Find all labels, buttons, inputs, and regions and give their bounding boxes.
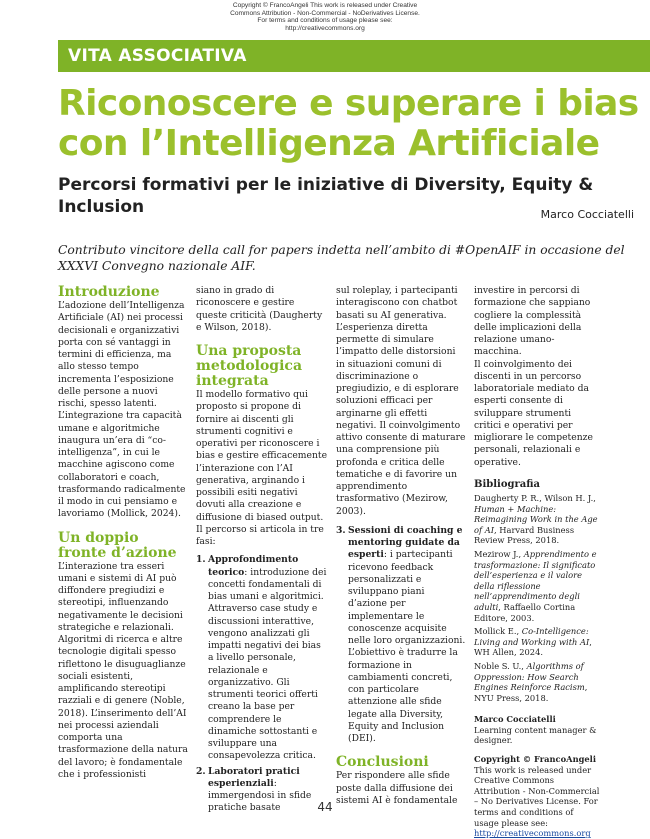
article-subtitle: Percorsi formativi per le iniziative di Diversity, Equity & Inclusion: [58, 175, 594, 217]
bibliography-entry: [474, 626, 600, 658]
bibliography-entry: [474, 661, 600, 703]
bib-publisher: , NYU Press, 2018.: [474, 682, 588, 703]
article-author: Marco Cocciatelli: [540, 208, 634, 221]
bib-authors: Mezirow J.,: [474, 548, 524, 559]
copyright-notice-bottom: [474, 754, 600, 839]
bib-publisher: , Raffaello Cortina Editore, 2003.: [474, 601, 576, 623]
list-item-text: : introduzione dei concetti fondamentali di bias umani e algoritmici. Attraverso case study e discussioni interattive, vengono analizzati gli impatti negativi dei bias a livello personale, relazionale e organizzativo. Gli strumenti teorici offerti creano la base per comprendere le dinamiche sottostanti e sviluppare una consapevolezza critica.: [208, 566, 327, 762]
bib-title: Algorithms of Oppression: How Search Engines Reinforce Racism: [474, 660, 585, 693]
copyright-heading: Copyright © FrancoAngeli: [474, 754, 596, 765]
phase-list: [196, 554, 328, 814]
phase-list: [336, 525, 466, 746]
bib-authors: Mollick E.,: [474, 626, 522, 637]
author-box: [474, 714, 600, 746]
list-item-heading: Laboratori pratici esperienziali: [208, 765, 300, 789]
copyright-line: Commons Attribution - Non-Commercial - NoDerivatives License.: [230, 9, 420, 17]
paragraph-introduzione: L’adozione dell’Intelligenza Artificiale (AI) nei processi decisionali e organizzativi porta con sé vantaggi in termini di efficienza, ma allo stesso tempo incrementa l’esposizione delle persone a nuovi rischi, spesso latenti. L’integrazione tra capacità umane e algoritmiche inaugura un’era di “co-intelligenza”, in cui le macchine agiscono come collaboratori e coach, trasformando radicalmente il modo in cui pensiamo e lavoriamo (Mollick, 2024).: [58, 300, 186, 520]
list-item-heading: Approfondimento teorico: [208, 554, 299, 578]
column-2: [196, 285, 328, 815]
paragraph-continuation: investire in percorsi di formazione che sappiano cogliere la complessità delle implicazioni della relazione umano-macchina.: [474, 285, 591, 358]
paragraph-continuation: siano in grado di riconoscere e gestire queste criticità (Daugherty e Wilson, 2018).: [196, 285, 323, 333]
article-intro: Contributo vincitore della call for papers indetta nell’ambito di #OpenAIF in occasione del XXXVI Convegno nazionale AIF.: [58, 243, 625, 273]
paragraph-doppio-fronte: L’interazione tra esseri umani e sistemi di AI può diffondere pregiudizi e stereotipi, influenzando negativamente le decisioni strategiche e relazionali. Algoritmi di ricerca e altre tecnologie digitali spesso riflettono le disuguaglianze sociali esistenti, amplificando stereotipi razziali e di genere (Noble, 2018). L’inserimento dell’AI nei processi aziendali comporta una trasformazione della natura del lavoro; è fondamentale che i professionisti: [58, 560, 188, 780]
column-1: [58, 285, 188, 781]
list-item: [336, 525, 466, 746]
bib-authors: Noble S. U.,: [474, 660, 527, 671]
paragraph-proposta: Il modello formativo qui proposto si propone di fornire ai discenti gli strumenti cognitivi e operativi per riconoscere i bias e gestire efficacemente l’interazione con l’AI generativa, arginando i possibili esiti negativi dovuti alla creazione e diffusione di biased output. Il percorso si articola in tre fasi:: [196, 389, 328, 547]
page-number: 44: [317, 800, 333, 814]
section-banner: [58, 40, 650, 72]
copyright-line: http://creativecommons.org: [285, 24, 365, 32]
list-item-text: : i partecipanti ricevono feedback personalizzati e sviluppano piani d’azione per implementare le conoscenze acquisite nelle loro organizzazioni. L’obiettivo è tradurre la formazione in cambiamenti concreti, con particolare attenzione alle sfide legate alla Diversity, Equity and Inclusion (DEI).: [348, 549, 466, 744]
copyright-text: This work is released under Creative Commons Attribution - Non-Commercial – No Derivatives License. For terms and conditions of usage please see:: [474, 764, 600, 828]
bib-title: Human + Machine: Reimagining Work in the Age of AI: [474, 503, 598, 535]
bib-authors: Daugherty P. R., Wilson H. J.,: [474, 493, 596, 503]
heading-doppio-fronte: Un doppio fronte d’azione: [58, 529, 177, 561]
heading-conclusioni: Conclusioni: [336, 754, 429, 771]
copyright-notice-top: [0, 2, 650, 32]
copyright-line: Copyright © FrancoAngeli This work is released under Creative: [232, 2, 418, 9]
paragraph-conclusioni: Per rispondere alle sfide poste dalla diffusione dei sistemi AI è fondamentale: [336, 770, 458, 806]
author-role: Learning content manager & designer.: [474, 724, 597, 746]
paragraph-continuation: sul roleplay, i partecipanti interagiscono con chatbot basati su AI generativa. L’esperienza diretta permette di simulare l’impatto delle distorsioni in situazioni comuni di discriminazione o pregiudizio, e di esplorare soluzioni efficaci per arginarne gli effetti negativi. Il coinvolgimento attivo consente di maturare una comprensione più profonda e critica delle tematiche e di favorire un apprendimento trasformativo (Mezirow, 2003).: [336, 285, 466, 517]
bibliography-entry: [474, 493, 600, 546]
list-number: 1.: [196, 554, 206, 566]
bibliography-title: Bibliografia: [474, 478, 541, 490]
author-name: Marco Cocciatelli: [474, 714, 556, 725]
list-item: [196, 554, 328, 762]
list-item-text: : immergendosi in sfide pratiche basate: [208, 777, 312, 814]
bib-title: Co-Intelligence: Living and Working with AI: [474, 626, 590, 647]
heading-introduzione: Introduzione: [58, 284, 160, 300]
heading-proposta: Una proposta metodologica integrata: [196, 343, 303, 389]
column-3: [336, 285, 466, 807]
article-title: Riconoscere e superare i bias con l’Intelligenza Artificiale: [58, 83, 639, 164]
list-item-heading: Sessioni di coaching e mentoring guidate da esperti: [348, 524, 463, 561]
column-4: [474, 285, 600, 839]
list-number: 3.: [336, 524, 346, 536]
bibliography-list: [474, 493, 600, 703]
creative-commons-link[interactable]: http://creativecommons.org: [474, 828, 591, 839]
list-number: 2.: [196, 765, 206, 777]
bib-title: Apprendimento e trasformazione: Il significato dell’esperienza e il valore della riflessione nell’apprendimento degli adulti: [474, 548, 597, 612]
copyright-line: For terms and conditions of usage please see:: [257, 17, 393, 25]
bibliography-entry: [474, 549, 600, 623]
bib-publisher: , Harvard Business Review Press, 2018.: [474, 524, 575, 546]
section-label: VITA ASSOCIATIVA: [68, 46, 247, 66]
paragraph-conclusion-2: Il coinvolgimento dei discenti in un percorso laboratoriale mediato da esperti consente di sviluppare strumenti critici e operativi per migliorare le competenze personali, relazionali e operative.: [474, 358, 593, 468]
bib-publisher: , WH Allen, 2024.: [474, 636, 592, 658]
